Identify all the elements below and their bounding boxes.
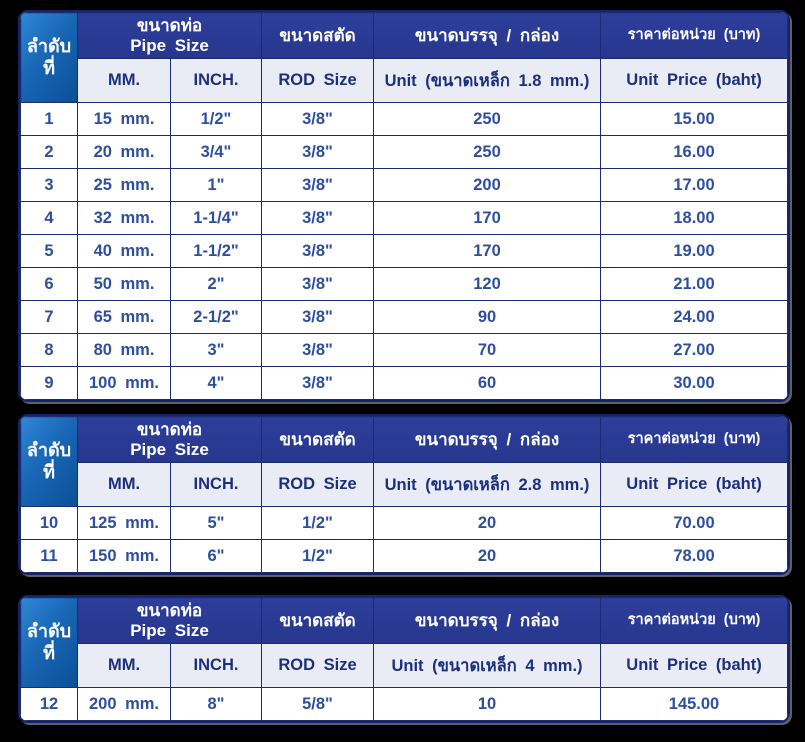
header-row-sub xyxy=(21,644,788,688)
pipe-inch: 6" xyxy=(171,540,262,573)
pipe-mm: 40 mm. xyxy=(78,235,171,268)
subheader-unit: Unit (ขนาดเหล็ก 1.8 mm.) xyxy=(374,59,601,103)
pipe-mm: 125 mm. xyxy=(78,507,171,540)
units-per-box: 120 xyxy=(374,268,601,301)
rod-size: 1/2" xyxy=(262,540,374,573)
subheader-unit-price: Unit Price (baht) xyxy=(601,644,788,688)
units-per-box: 250 xyxy=(374,103,601,136)
header-row-main xyxy=(21,13,788,59)
units-per-box: 60 xyxy=(374,367,601,400)
price-table-2 xyxy=(20,416,788,573)
pipe-inch: 8" xyxy=(171,688,262,721)
units-per-box: 250 xyxy=(374,136,601,169)
pipe-mm: 200 mm. xyxy=(78,688,171,721)
subheader-inch: INCH. xyxy=(171,644,262,688)
row-no: 7 xyxy=(21,301,78,334)
header-row-sub xyxy=(21,463,788,507)
subheader-unit-price: Unit Price (baht) xyxy=(601,463,788,507)
rod-size: 3/8" xyxy=(262,202,374,235)
header-unit-per-box: ขนาดบรรจุ / กล่อง xyxy=(374,13,601,59)
row-no: 11 xyxy=(21,540,78,573)
pipe-mm: 32 mm. xyxy=(78,202,171,235)
units-per-box: 200 xyxy=(374,169,601,202)
header-pipe-size-th: ขนาดท่อ xyxy=(136,15,203,35)
header-unit-per-box: ขนาดบรรจุ / กล่อง xyxy=(374,417,601,463)
pipe-inch: 1/2" xyxy=(171,103,262,136)
pipe-inch: 1-1/4" xyxy=(171,202,262,235)
table-row xyxy=(21,136,788,169)
table-row xyxy=(21,507,788,540)
header-unit-price: ราคาต่อหน่วย (บาท) xyxy=(601,13,788,59)
subheader-unit-price: Unit Price (baht) xyxy=(601,59,788,103)
pipe-inch: 3/4" xyxy=(171,136,262,169)
header-no xyxy=(21,13,78,103)
pipe-inch: 2" xyxy=(171,268,262,301)
header-pipe-size-en: Pipe Size xyxy=(130,620,209,640)
header-pipe-size xyxy=(78,13,262,59)
pipe-inch: 3" xyxy=(171,334,262,367)
pipe-mm: 100 mm. xyxy=(78,367,171,400)
row-no: 3 xyxy=(21,169,78,202)
unit-price: 17.00 xyxy=(601,169,788,202)
row-no: 10 xyxy=(21,507,78,540)
rod-size: 3/8" xyxy=(262,301,374,334)
pipe-mm: 150 mm. xyxy=(78,540,171,573)
rod-size: 3/8" xyxy=(262,136,374,169)
row-no: 4 xyxy=(21,202,78,235)
pipe-mm: 20 mm. xyxy=(78,136,171,169)
subheader-mm: MM. xyxy=(78,644,171,688)
pipe-mm: 50 mm. xyxy=(78,268,171,301)
table-row xyxy=(21,367,788,400)
header-unit-per-box: ขนาดบรรจุ / กล่อง xyxy=(374,598,601,644)
pipe-mm: 25 mm. xyxy=(78,169,171,202)
price-table-card-1 xyxy=(18,10,790,402)
row-no: 5 xyxy=(21,235,78,268)
subheader-unit: Unit (ขนาดเหล็ก 4 mm.) xyxy=(374,644,601,688)
header-pipe-size-en: Pipe Size xyxy=(130,35,209,55)
pipe-mm: 15 mm. xyxy=(78,103,171,136)
header-row-main xyxy=(21,598,788,644)
price-table-card-3 xyxy=(18,595,790,723)
table-row xyxy=(21,169,788,202)
header-row-sub xyxy=(21,59,788,103)
unit-price: 27.00 xyxy=(601,334,788,367)
pipe-inch: 5" xyxy=(171,507,262,540)
price-table-1 xyxy=(20,12,788,400)
row-no: 1 xyxy=(21,103,78,136)
pipe-inch: 1-1/2" xyxy=(171,235,262,268)
header-no xyxy=(21,417,78,507)
table-row xyxy=(21,202,788,235)
unit-price: 15.00 xyxy=(601,103,788,136)
header-pipe-size-en: Pipe Size xyxy=(130,439,209,459)
rod-size: 5/8" xyxy=(262,688,374,721)
rod-size: 3/8" xyxy=(262,169,374,202)
row-no: 2 xyxy=(21,136,78,169)
subheader-rod-size: ROD Size xyxy=(262,463,374,507)
unit-price: 78.00 xyxy=(601,540,788,573)
table-row xyxy=(21,688,788,721)
header-pipe-size-th: ขนาดท่อ xyxy=(136,600,203,620)
header-rod-size: ขนาดสตัด xyxy=(262,598,374,644)
pipe-mm: 65 mm. xyxy=(78,301,171,334)
header-no-line1: ลำดับ xyxy=(26,35,72,56)
rod-size: 1/2" xyxy=(262,507,374,540)
row-no: 12 xyxy=(21,688,78,721)
price-table-card-2 xyxy=(18,414,790,575)
header-pipe-size xyxy=(78,598,262,644)
pipe-inch: 4" xyxy=(171,367,262,400)
rod-size: 3/8" xyxy=(262,268,374,301)
rod-size: 3/8" xyxy=(262,334,374,367)
header-unit-price: ราคาต่อหน่วย (บาท) xyxy=(601,598,788,644)
header-pipe-size-th: ขนาดท่อ xyxy=(136,419,203,439)
table-row xyxy=(21,103,788,136)
row-no: 8 xyxy=(21,334,78,367)
units-per-box: 20 xyxy=(374,507,601,540)
table-row xyxy=(21,235,788,268)
pipe-mm: 80 mm. xyxy=(78,334,171,367)
subheader-mm: MM. xyxy=(78,59,171,103)
unit-price: 19.00 xyxy=(601,235,788,268)
rod-size: 3/8" xyxy=(262,235,374,268)
header-unit-price: ราคาต่อหน่วย (บาท) xyxy=(601,417,788,463)
units-per-box: 170 xyxy=(374,202,601,235)
pipe-inch: 1" xyxy=(171,169,262,202)
units-per-box: 20 xyxy=(374,540,601,573)
subheader-mm: MM. xyxy=(78,463,171,507)
header-no-line2: ที่ xyxy=(43,57,55,78)
header-no-line2: ที่ xyxy=(43,461,55,482)
row-no: 6 xyxy=(21,268,78,301)
table-row xyxy=(21,268,788,301)
row-no: 9 xyxy=(21,367,78,400)
unit-price: 21.00 xyxy=(601,268,788,301)
unit-price: 145.00 xyxy=(601,688,788,721)
table-row xyxy=(21,540,788,573)
price-table-3 xyxy=(20,597,788,721)
unit-price: 16.00 xyxy=(601,136,788,169)
rod-size: 3/8" xyxy=(262,367,374,400)
header-rod-size: ขนาดสตัด xyxy=(262,13,374,59)
subheader-rod-size: ROD Size xyxy=(262,59,374,103)
table-row xyxy=(21,301,788,334)
header-no-line2: ที่ xyxy=(43,642,55,663)
subheader-rod-size: ROD Size xyxy=(262,644,374,688)
header-no-line1: ลำดับ xyxy=(26,439,72,460)
pipe-inch: 2-1/2" xyxy=(171,301,262,334)
subheader-unit: Unit (ขนาดเหล็ก 2.8 mm.) xyxy=(374,463,601,507)
units-per-box: 90 xyxy=(374,301,601,334)
unit-price: 70.00 xyxy=(601,507,788,540)
unit-price: 24.00 xyxy=(601,301,788,334)
header-pipe-size xyxy=(78,417,262,463)
units-per-box: 70 xyxy=(374,334,601,367)
units-per-box: 170 xyxy=(374,235,601,268)
header-no-line1: ลำดับ xyxy=(26,620,72,641)
unit-price: 18.00 xyxy=(601,202,788,235)
header-rod-size: ขนาดสตัด xyxy=(262,417,374,463)
table-row xyxy=(21,334,788,367)
subheader-inch: INCH. xyxy=(171,59,262,103)
rod-size: 3/8" xyxy=(262,103,374,136)
units-per-box: 10 xyxy=(374,688,601,721)
unit-price: 30.00 xyxy=(601,367,788,400)
header-row-main xyxy=(21,417,788,463)
header-no xyxy=(21,598,78,688)
subheader-inch: INCH. xyxy=(171,463,262,507)
